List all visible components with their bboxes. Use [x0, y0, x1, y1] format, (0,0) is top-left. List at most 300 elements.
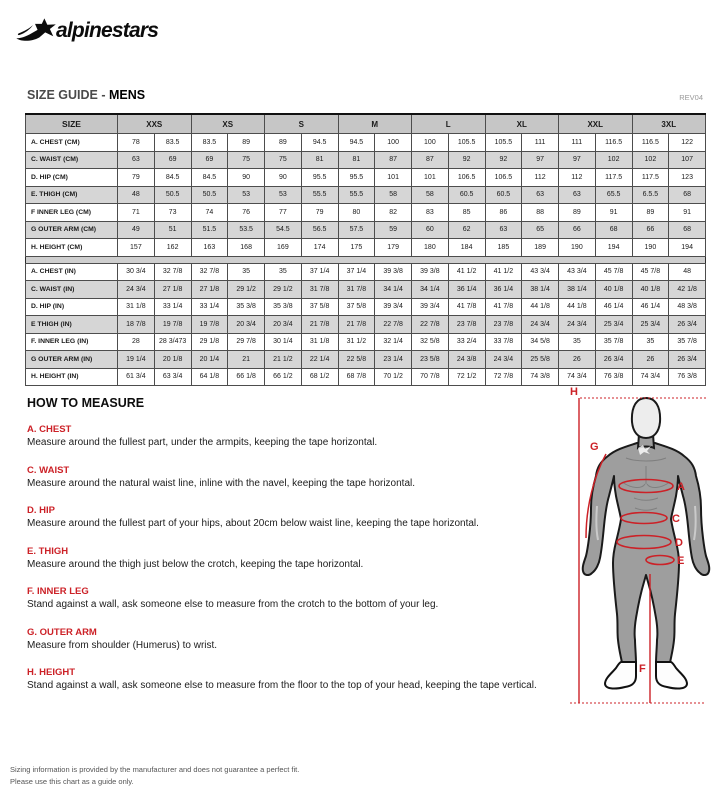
size-value-cell: 28 [118, 333, 155, 351]
size-value-cell: 189 [522, 239, 559, 257]
size-value-cell: 24 3/4 [559, 316, 596, 334]
row-label-cell: D. HIP (IN) [26, 298, 118, 316]
size-value-cell: 35 [559, 333, 596, 351]
size-value-cell: 27 1/8 [191, 281, 228, 299]
size-value-cell: 112 [522, 169, 559, 187]
size-value-cell: 54.5 [265, 221, 302, 239]
size-value-cell: 162 [154, 239, 191, 257]
size-table-row [26, 351, 706, 369]
size-value-cell: 20 3/4 [228, 316, 265, 334]
size-value-cell: 66 [632, 221, 669, 239]
measure-item [27, 586, 557, 612]
size-value-cell: 59 [375, 221, 412, 239]
cm-in-separator-cell [26, 256, 706, 263]
size-value-cell: 32 7/8 [191, 263, 228, 281]
measure-item-text: Measure around the fullest part of your hips, about 20cm below waist line, keeping the tape horizontal. [27, 518, 479, 529]
size-value-cell: 76 [228, 204, 265, 222]
figure-label-outer-arm: G [590, 441, 599, 453]
size-value-cell: 72 1/2 [448, 368, 485, 386]
size-value-cell: 97 [522, 151, 559, 169]
size-value-cell: 70 1/2 [375, 368, 412, 386]
size-value-cell: 174 [301, 239, 338, 257]
row-label-cell: A. CHEST (CM) [26, 134, 118, 152]
size-table-row [26, 316, 706, 334]
size-value-cell: 66 1/8 [228, 368, 265, 386]
size-value-cell: 48 [118, 186, 155, 204]
size-value-cell: 92 [448, 151, 485, 169]
size-value-cell: 19 7/8 [191, 316, 228, 334]
size-value-cell: 85 [448, 204, 485, 222]
size-value-cell: 21 1/2 [265, 351, 302, 369]
size-value-cell: 62 [448, 221, 485, 239]
size-table-row [26, 221, 706, 239]
size-value-cell: 26 3/4 [595, 351, 632, 369]
right-foot [656, 662, 687, 689]
measure-item-text: Measure from shoulder (Humerus) to wrist. [27, 639, 218, 651]
figure-label-inner-leg: F [639, 663, 646, 675]
size-table-row [26, 169, 706, 187]
size-table-row [26, 333, 706, 351]
size-value-cell: 63 3/4 [154, 368, 191, 386]
size-value-cell: 112 [559, 169, 596, 187]
size-value-cell: 26 3/4 [669, 316, 706, 334]
size-table-row [26, 134, 706, 152]
size-value-cell: 23 7/8 [448, 316, 485, 334]
size-value-cell: 38 1/4 [522, 281, 559, 299]
size-value-cell: 48 3/8 [669, 298, 706, 316]
size-value-cell: 58 [375, 186, 412, 204]
size-value-cell: 42 1/8 [669, 281, 706, 299]
size-value-cell: 31 1/8 [301, 333, 338, 351]
size-value-cell: 169 [265, 239, 302, 257]
size-value-cell: 92 [485, 151, 522, 169]
size-value-cell: 24 3/4 [118, 281, 155, 299]
size-value-cell: 81 [301, 151, 338, 169]
size-value-cell: 91 [595, 204, 632, 222]
size-value-cell: 73 [154, 204, 191, 222]
size-table-row [26, 204, 706, 222]
size-value-cell: 55.5 [301, 186, 338, 204]
footer-disclaimer [10, 764, 299, 788]
measure-item-text: Measure around the natural waist line, inline with the navel, keeping the tape horizontal. [27, 477, 416, 489]
size-table-row [26, 298, 706, 316]
size-value-cell: 83.5 [154, 134, 191, 152]
size-value-cell: 32 1/4 [375, 333, 412, 351]
size-value-cell: 157 [118, 239, 155, 257]
size-value-cell: 21 [228, 351, 265, 369]
size-value-cell: 30 1/4 [265, 333, 302, 351]
size-value-cell: 68 1/2 [301, 368, 338, 386]
size-value-cell: 32 7/8 [154, 263, 191, 281]
size-table-row [26, 151, 706, 169]
size-value-cell: 74 3/4 [559, 368, 596, 386]
measure-item-label: H. HEIGHT [27, 667, 76, 678]
size-value-cell: 82 [375, 204, 412, 222]
size-value-cell: 68 7/8 [338, 368, 375, 386]
measure-item-text: Stand against a wall, ask someone else to measure from the crotch to the bottom of your leg. [27, 599, 439, 610]
size-value-cell: 31 7/8 [301, 281, 338, 299]
size-value-cell: 68 [669, 221, 706, 239]
size-value-cell: 43 3/4 [559, 263, 596, 281]
size-value-cell: 58 [412, 186, 449, 204]
size-value-cell: 53 [265, 186, 302, 204]
size-value-cell: 107 [669, 151, 706, 169]
size-value-cell: 35 [632, 333, 669, 351]
size-value-cell: 91 [669, 204, 706, 222]
measure-item-label: F. INNER LEG [27, 586, 89, 597]
size-value-cell: 34 1/4 [375, 281, 412, 299]
size-value-cell: 29 7/8 [228, 333, 265, 351]
size-value-cell: 89 [228, 134, 265, 152]
size-value-cell: 40 1/8 [595, 281, 632, 299]
size-table-header-row [26, 114, 706, 134]
size-value-cell: 24 3/4 [485, 351, 522, 369]
size-table-row [26, 368, 706, 386]
size-value-cell: 89 [632, 204, 669, 222]
size-value-cell: 35 3/8 [265, 298, 302, 316]
size-value-cell: 38 1/4 [559, 281, 596, 299]
size-value-cell: 35 7/8 [595, 333, 632, 351]
size-value-cell: 71 [118, 204, 155, 222]
size-value-cell: 45 7/8 [632, 263, 669, 281]
size-table-row [26, 281, 706, 299]
size-value-cell: 50.5 [191, 186, 228, 204]
size-value-cell: 194 [595, 239, 632, 257]
measure-item [27, 546, 557, 572]
size-value-cell: 23 7/8 [485, 316, 522, 334]
brand-logo-text: alpinestars [56, 19, 159, 42]
size-value-cell: 89 [265, 134, 302, 152]
size-value-cell: 19 1/4 [118, 351, 155, 369]
size-column-header: M [338, 114, 412, 134]
size-value-cell: 72 7/8 [485, 368, 522, 386]
size-value-cell: 105.5 [485, 134, 522, 152]
size-value-cell: 25 3/4 [595, 316, 632, 334]
size-value-cell: 53 [228, 186, 265, 204]
measure-item [27, 465, 557, 491]
size-value-cell: 6.5.5 [632, 186, 669, 204]
size-value-cell: 117.5 [595, 169, 632, 187]
size-value-cell: 23 1/4 [375, 351, 412, 369]
size-value-cell: 76 3/8 [595, 368, 632, 386]
row-label-cell: A. CHEST (IN) [26, 263, 118, 281]
size-value-cell: 87 [375, 151, 412, 169]
figure-label-thigh: E [677, 555, 685, 567]
size-value-cell: 70 7/8 [412, 368, 449, 386]
size-value-cell: 27 1/8 [154, 281, 191, 299]
size-value-cell: 63 [522, 186, 559, 204]
size-value-cell: 53.5 [228, 221, 265, 239]
size-value-cell: 63 [559, 186, 596, 204]
size-value-cell: 28 3/473 [154, 333, 191, 351]
size-value-cell: 41 7/8 [448, 298, 485, 316]
size-value-cell: 68 [669, 186, 706, 204]
size-value-cell: 31 1/8 [118, 298, 155, 316]
size-value-cell: 111 [522, 134, 559, 152]
size-value-cell: 65.5 [595, 186, 632, 204]
size-value-cell: 175 [338, 239, 375, 257]
size-header-cell: SIZE [26, 114, 118, 134]
size-value-cell: 90 [228, 169, 265, 187]
size-value-cell: 89 [559, 204, 596, 222]
size-value-cell: 46 1/4 [595, 298, 632, 316]
size-value-cell: 94.5 [301, 134, 338, 152]
size-value-cell: 83 [412, 204, 449, 222]
page-title-prefix: SIZE GUIDE - [27, 88, 109, 102]
size-value-cell: 33 1/4 [191, 298, 228, 316]
size-value-cell: 69 [191, 151, 228, 169]
size-value-cell: 51 [154, 221, 191, 239]
size-table-row [26, 263, 706, 281]
measure-item-label: E. THIGH [27, 545, 69, 557]
size-value-cell: 101 [375, 169, 412, 187]
how-to-measure-heading: HOW TO MEASURE [27, 396, 145, 410]
size-value-cell: 37 1/4 [301, 263, 338, 281]
size-value-cell: 55.5 [338, 186, 375, 204]
size-value-cell: 194 [669, 239, 706, 257]
size-value-cell: 185 [485, 239, 522, 257]
size-value-cell: 79 [301, 204, 338, 222]
size-value-cell: 95.5 [301, 169, 338, 187]
size-value-cell: 30 3/4 [118, 263, 155, 281]
size-value-cell: 33 2/4 [448, 333, 485, 351]
size-table-container [25, 113, 706, 386]
size-value-cell: 31 7/8 [338, 281, 375, 299]
size-value-cell: 60 [412, 221, 449, 239]
size-value-cell: 34 1/4 [412, 281, 449, 299]
size-value-cell: 49 [118, 221, 155, 239]
size-value-cell: 23 5/8 [412, 351, 449, 369]
size-value-cell: 25 5/8 [522, 351, 559, 369]
size-value-cell: 40 1/8 [632, 281, 669, 299]
row-label-cell: F INNER LEG (CM) [26, 204, 118, 222]
size-value-cell: 190 [632, 239, 669, 257]
size-value-cell: 18 7/8 [118, 316, 155, 334]
size-value-cell: 20 1/8 [154, 351, 191, 369]
size-value-cell: 39 3/4 [375, 298, 412, 316]
size-value-cell: 86 [485, 204, 522, 222]
size-value-cell: 35 [228, 263, 265, 281]
measure-item-label: A. CHEST [27, 424, 72, 435]
size-column-header: XS [191, 114, 265, 134]
size-value-cell: 29 1/2 [265, 281, 302, 299]
figure-label-chest: A [677, 481, 685, 493]
size-value-cell: 32 5/8 [412, 333, 449, 351]
size-value-cell: 76 3/8 [669, 368, 706, 386]
size-value-cell: 74 [191, 204, 228, 222]
size-value-cell: 35 3/8 [228, 298, 265, 316]
figure-label-height: H [570, 386, 578, 398]
left-foot [605, 662, 636, 689]
body-measurement-figure [556, 386, 716, 718]
size-value-cell: 106.5 [448, 169, 485, 187]
row-label-cell: G OUTER ARM (IN) [26, 351, 118, 369]
size-value-cell: 123 [669, 169, 706, 187]
size-value-cell: 168 [228, 239, 265, 257]
size-value-cell: 80 [338, 204, 375, 222]
row-label-cell: H. HEIGHT (IN) [26, 368, 118, 386]
size-value-cell: 102 [632, 151, 669, 169]
size-value-cell: 46 1/4 [632, 298, 669, 316]
size-value-cell: 74 3/8 [522, 368, 559, 386]
size-value-cell: 97 [559, 151, 596, 169]
size-value-cell: 94.5 [338, 134, 375, 152]
size-value-cell: 122 [669, 134, 706, 152]
size-value-cell: 60.5 [485, 186, 522, 204]
size-value-cell: 24 3/4 [522, 316, 559, 334]
size-value-cell: 51.5 [191, 221, 228, 239]
size-value-cell: 36 1/4 [448, 281, 485, 299]
size-value-cell: 63 [485, 221, 522, 239]
size-value-cell: 179 [375, 239, 412, 257]
size-value-cell: 19 7/8 [154, 316, 191, 334]
size-value-cell: 29 1/2 [228, 281, 265, 299]
size-value-cell: 41 1/2 [448, 263, 485, 281]
size-value-cell: 88 [522, 204, 559, 222]
row-label-cell: H. HEIGHT (CM) [26, 239, 118, 257]
size-value-cell: 95.5 [338, 169, 375, 187]
size-value-cell: 26 [632, 351, 669, 369]
size-column-header: S [265, 114, 339, 134]
size-column-header: XXL [559, 114, 633, 134]
size-value-cell: 50.5 [154, 186, 191, 204]
size-value-cell: 39 3/4 [412, 298, 449, 316]
size-value-cell: 79 [118, 169, 155, 187]
size-value-cell: 57.5 [338, 221, 375, 239]
row-label-cell: E THIGH (IN) [26, 316, 118, 334]
size-value-cell: 184 [448, 239, 485, 257]
size-value-cell: 37 5/8 [301, 298, 338, 316]
size-value-cell: 35 7/8 [669, 333, 706, 351]
size-value-cell: 39 3/8 [375, 263, 412, 281]
footer-line-2: Please use this chart as a guide only. [10, 777, 134, 786]
size-value-cell: 106.5 [485, 169, 522, 187]
size-value-cell: 26 3/4 [669, 351, 706, 369]
head [632, 398, 660, 438]
row-label-cell: C. WAIST (CM) [26, 151, 118, 169]
size-value-cell: 81 [338, 151, 375, 169]
measure-item-label: D. HIP [27, 505, 55, 516]
size-value-cell: 31 1/2 [338, 333, 375, 351]
row-label-cell: E. THIGH (CM) [26, 186, 118, 204]
size-value-cell: 100 [412, 134, 449, 152]
size-table-body [26, 114, 706, 386]
size-column-header: XXS [118, 114, 192, 134]
measure-item [27, 424, 557, 450]
size-value-cell: 163 [191, 239, 228, 257]
size-value-cell: 61 3/4 [118, 368, 155, 386]
size-value-cell: 35 [265, 263, 302, 281]
size-value-cell: 33 1/4 [154, 298, 191, 316]
size-value-cell: 60.5 [448, 186, 485, 204]
size-value-cell: 116.5 [595, 134, 632, 152]
size-value-cell: 111 [559, 134, 596, 152]
size-value-cell: 66 1/2 [265, 368, 302, 386]
size-value-cell: 180 [412, 239, 449, 257]
size-value-cell: 101 [412, 169, 449, 187]
size-value-cell: 84.5 [191, 169, 228, 187]
row-label-cell: C. WAIST (IN) [26, 281, 118, 299]
measure-item [27, 627, 557, 653]
size-value-cell: 69 [154, 151, 191, 169]
row-label-cell: F. INNER LEG (IN) [26, 333, 118, 351]
size-value-cell: 36 1/4 [485, 281, 522, 299]
size-value-cell: 21 7/8 [338, 316, 375, 334]
size-value-cell: 26 [559, 351, 596, 369]
size-value-cell: 41 7/8 [485, 298, 522, 316]
size-value-cell: 29 1/8 [191, 333, 228, 351]
size-value-cell: 22 5/8 [338, 351, 375, 369]
size-value-cell: 43 3/4 [522, 263, 559, 281]
size-value-cell: 33 7/8 [485, 333, 522, 351]
size-value-cell: 84.5 [154, 169, 191, 187]
measure-item [27, 505, 557, 531]
measure-item-label: C. WAIST [27, 464, 70, 476]
measure-item-text: Stand against a wall, ask someone else to measure from the floor to the top of your head, keeping the tape vertical. [27, 680, 537, 691]
size-table-row [26, 239, 706, 257]
size-value-cell: 44 1/8 [559, 298, 596, 316]
size-value-cell: 63 [118, 151, 155, 169]
page-title [27, 88, 145, 102]
size-value-cell: 37 1/4 [338, 263, 375, 281]
measure-item [27, 667, 557, 693]
size-value-cell: 102 [595, 151, 632, 169]
size-value-cell: 65 [522, 221, 559, 239]
size-value-cell: 44 1/8 [522, 298, 559, 316]
size-value-cell: 87 [412, 151, 449, 169]
size-value-cell: 74 3/4 [632, 368, 669, 386]
how-to-measure-list [27, 424, 557, 693]
size-value-cell: 190 [559, 239, 596, 257]
revision-label: REV04 [679, 93, 703, 102]
size-value-cell: 68 [595, 221, 632, 239]
size-value-cell: 78 [118, 134, 155, 152]
size-value-cell: 45 7/8 [595, 263, 632, 281]
figure-label-hip: D [675, 537, 683, 549]
cm-in-separator-row [26, 256, 706, 263]
size-value-cell: 25 3/4 [632, 316, 669, 334]
size-column-header: 3XL [632, 114, 706, 134]
size-value-cell: 56.5 [301, 221, 338, 239]
measure-item-label: G. OUTER ARM [27, 626, 97, 638]
size-value-cell: 116.5 [632, 134, 669, 152]
size-value-cell: 83.5 [191, 134, 228, 152]
size-table-row [26, 186, 706, 204]
figure-label-waist: C [672, 513, 680, 525]
footer-line-1: Sizing information is provided by the manufacturer and does not guarantee a perfect fit. [10, 765, 300, 774]
size-value-cell: 105.5 [448, 134, 485, 152]
size-value-cell: 100 [375, 134, 412, 152]
size-value-cell: 75 [228, 151, 265, 169]
size-value-cell: 39 3/8 [412, 263, 449, 281]
size-value-cell: 48 [669, 263, 706, 281]
size-value-cell: 37 5/8 [338, 298, 375, 316]
size-value-cell: 64 1/8 [191, 368, 228, 386]
size-value-cell: 117.5 [632, 169, 669, 187]
measure-item-text: Measure around the thigh just below the crotch, keeping the tape horizontal. [27, 558, 364, 570]
size-value-cell: 77 [265, 204, 302, 222]
size-value-cell: 20 3/4 [265, 316, 302, 334]
page-title-gender: MENS [108, 88, 146, 102]
brand-logo [13, 9, 158, 49]
size-value-cell: 75 [265, 151, 302, 169]
size-value-cell: 22 7/8 [375, 316, 412, 334]
row-label-cell: G OUTER ARM (CM) [26, 221, 118, 239]
size-table [25, 113, 706, 386]
measure-item-text: Measure around the fullest part, under the armpits, keeping the tape horizontal. [27, 437, 378, 448]
size-value-cell: 21 7/8 [301, 316, 338, 334]
row-label-cell: D. HIP (CM) [26, 169, 118, 187]
